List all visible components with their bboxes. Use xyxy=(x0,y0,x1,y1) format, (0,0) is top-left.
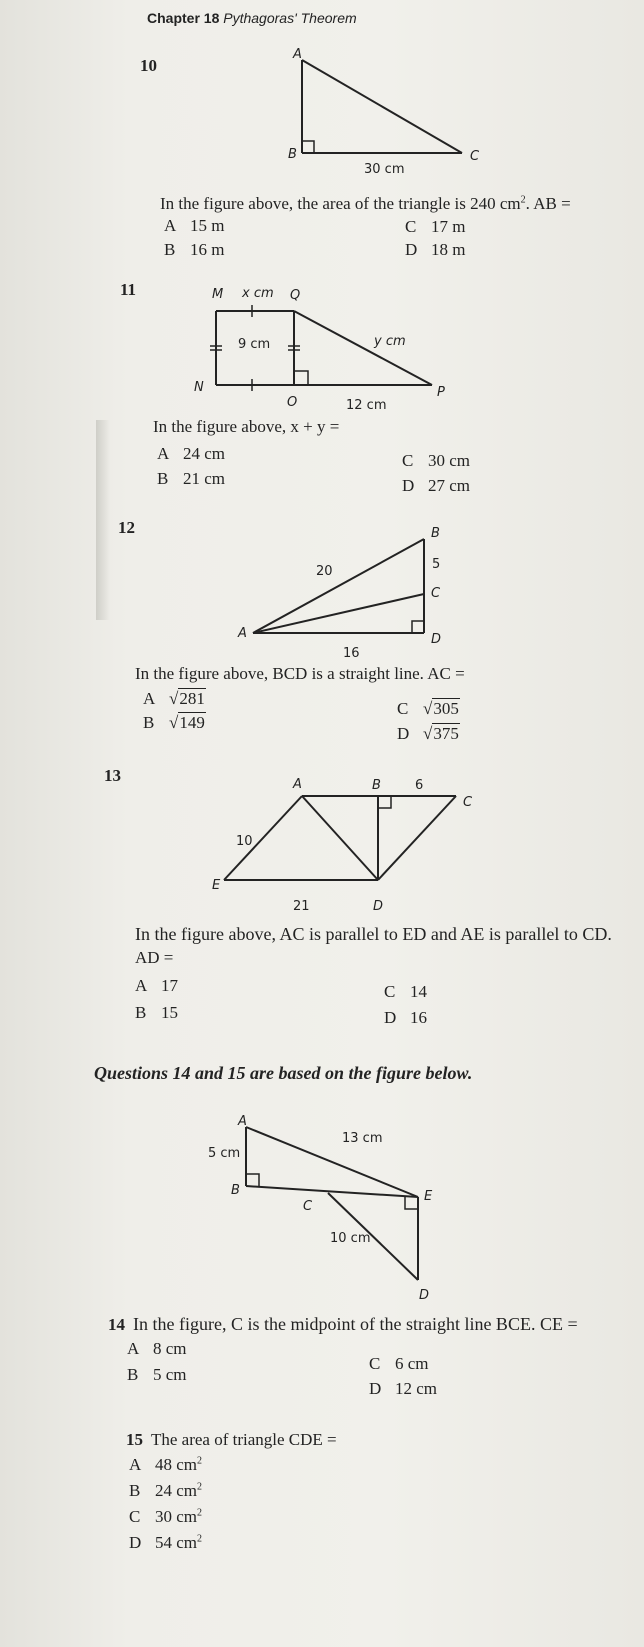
fig-label-a: A xyxy=(238,1114,247,1129)
q13-label-six: 6 xyxy=(415,778,424,793)
q11-number: 11 xyxy=(120,280,137,299)
q14-stem xyxy=(108,1314,578,1335)
q12-option-a[interactable]: A √281 xyxy=(143,689,205,708)
q14-option-b[interactable] xyxy=(127,1365,187,1385)
q11-label-q: Q xyxy=(290,288,301,303)
option-letter: B xyxy=(135,1003,147,1022)
option-text: 18 m xyxy=(431,240,466,259)
option-text: 14 xyxy=(410,982,427,1001)
chapter-topic: Pythagoras' Theorem xyxy=(223,10,357,26)
fig-label-d: D xyxy=(419,1288,430,1303)
q11-label-p: P xyxy=(437,385,445,400)
option-text: 24 cm xyxy=(155,1481,198,1500)
q10-label-b: B xyxy=(288,147,297,162)
option-letter: A xyxy=(127,1339,140,1358)
option-text: 15 xyxy=(161,1003,178,1022)
option-letter: B xyxy=(164,240,176,259)
q14-stem-text: In the figure, C is the midpoint of the straight line BCE. CE = xyxy=(133,1314,578,1334)
q12-stem: In the figure above, BCD is a straight line. AC = xyxy=(135,664,465,683)
q11-label-o: O xyxy=(287,395,298,410)
q12-label-b: B xyxy=(431,526,440,541)
q13-label-ten: 10 xyxy=(236,834,253,849)
q10-stem-sup: 2 xyxy=(520,194,526,206)
option-text: 30 cm xyxy=(428,451,471,470)
option-letter: B xyxy=(157,469,169,488)
fig-label-five: 5 cm xyxy=(208,1146,241,1161)
q12-label-c: C xyxy=(431,586,441,601)
q15-option-c[interactable] xyxy=(129,1507,202,1527)
option-text: 17 xyxy=(161,976,178,995)
q15-option-d[interactable] xyxy=(129,1533,202,1553)
q13-number: 13 xyxy=(104,766,121,785)
option-letter: D xyxy=(129,1533,142,1552)
q15-stem-text: The area of triangle CDE = xyxy=(151,1430,337,1449)
q10-label-base: 30 cm xyxy=(364,162,405,177)
q14-option-d[interactable] xyxy=(369,1379,437,1399)
shared-figure-intro: Questions 14 and 15 are based on the figure below. xyxy=(94,1063,473,1083)
option-letter: A xyxy=(164,216,177,235)
option-letter: C xyxy=(397,699,409,718)
q15-stem xyxy=(126,1430,337,1450)
fig-label-e: E xyxy=(424,1189,433,1204)
q12-option-d[interactable]: D √375 xyxy=(397,724,459,743)
fig-label-c: C xyxy=(303,1199,313,1214)
option-letter: B xyxy=(143,713,155,732)
option-text: 54 cm xyxy=(155,1533,198,1552)
q11-label-base: 12 cm xyxy=(346,398,387,413)
option-text: 30 cm xyxy=(155,1507,198,1526)
option-text: 305 xyxy=(433,699,459,718)
q12-label-bc: 5 xyxy=(432,557,441,572)
option-text: 17 m xyxy=(431,217,466,236)
fig-label-b: B xyxy=(231,1183,240,1198)
option-text: 16 m xyxy=(190,240,225,259)
q13-label-a: A xyxy=(293,777,302,792)
option-text: 21 cm xyxy=(183,469,226,488)
option-letter: B xyxy=(129,1481,141,1500)
q13-label-c: C xyxy=(463,795,473,810)
option-letter: D xyxy=(397,724,410,743)
option-letter: C xyxy=(402,451,414,470)
q12-label-hyp: 20 xyxy=(316,564,333,579)
fig-label-ten: 10 cm xyxy=(330,1231,371,1246)
q13-stem-ad: AD = xyxy=(135,948,174,967)
q10-stem-end: . AB = xyxy=(525,194,571,213)
q10-stem-text: In the figure above, the area of the triangle is 240 cm xyxy=(160,194,521,213)
q13-label-e: E xyxy=(212,878,221,893)
option-text: 375 xyxy=(433,724,459,743)
option-letter: D xyxy=(402,476,415,495)
option-letter: D xyxy=(405,240,418,259)
q13-label-b: B xyxy=(372,778,381,793)
option-letter: C xyxy=(384,982,396,1001)
q11-label-m: M xyxy=(212,287,224,302)
q10-label-a: A xyxy=(293,47,302,62)
option-letter: D xyxy=(384,1008,397,1027)
option-letter: A xyxy=(135,976,148,995)
q12-number: 12 xyxy=(118,518,135,537)
chapter-label: Chapter 18 xyxy=(147,10,220,26)
option-text: 24 cm xyxy=(183,444,226,463)
q13-label-d: D xyxy=(373,899,384,914)
q12-option-b[interactable]: B √149 xyxy=(143,713,205,732)
option-letter: A xyxy=(157,444,170,463)
q11-label-n: N xyxy=(194,380,204,395)
q13-stem: In the figure above, AC is parallel to ED and AE is parallel to CD. xyxy=(135,924,612,944)
q14-option-c[interactable] xyxy=(369,1354,429,1374)
option-letter: A xyxy=(143,689,156,708)
option-letter: C xyxy=(129,1507,141,1526)
q12-label-d: D xyxy=(431,632,442,647)
option-letter: B xyxy=(127,1365,139,1384)
fig-label-thirteen: 13 cm xyxy=(342,1131,383,1146)
option-text: 16 xyxy=(410,1008,427,1027)
option-sup: 2 xyxy=(197,1481,203,1493)
q11-label-side: y cm xyxy=(374,334,406,349)
q11-stem: In the figure above, x + y = xyxy=(153,417,340,436)
option-text: 27 cm xyxy=(428,476,471,495)
option-letter: C xyxy=(369,1354,381,1373)
option-letter: D xyxy=(369,1379,382,1398)
q12-label-a: A xyxy=(238,626,247,641)
option-text: 48 cm xyxy=(155,1455,198,1474)
option-letter: C xyxy=(405,217,417,236)
q12-option-c[interactable]: C √305 xyxy=(397,699,459,718)
q15-option-b[interactable] xyxy=(129,1481,202,1501)
option-text: 15 m xyxy=(190,216,225,235)
q10-number: 10 xyxy=(140,56,157,75)
option-text: 6 cm xyxy=(395,1354,429,1373)
option-sup: 2 xyxy=(197,1533,203,1545)
option-text: 8 cm xyxy=(153,1339,187,1358)
q14-option-a[interactable] xyxy=(127,1339,187,1359)
q11-label-top: x cm xyxy=(242,286,274,301)
q14-number: 14 xyxy=(108,1315,125,1334)
option-text: 12 cm xyxy=(395,1379,438,1398)
q10-label-c: C xyxy=(470,149,480,164)
q15-number: 15 xyxy=(126,1430,143,1449)
option-sup: 2 xyxy=(197,1455,203,1467)
q12-label-base: 16 xyxy=(343,646,360,661)
option-text: 5 cm xyxy=(153,1365,187,1384)
q13-label-base: 21 xyxy=(293,899,310,914)
q11-label-mid: 9 cm xyxy=(238,337,271,352)
q15-option-a[interactable] xyxy=(129,1455,202,1475)
option-letter: A xyxy=(129,1455,142,1474)
option-text: 281 xyxy=(179,689,205,708)
option-sup: 2 xyxy=(197,1507,203,1519)
option-text: 149 xyxy=(179,713,205,732)
